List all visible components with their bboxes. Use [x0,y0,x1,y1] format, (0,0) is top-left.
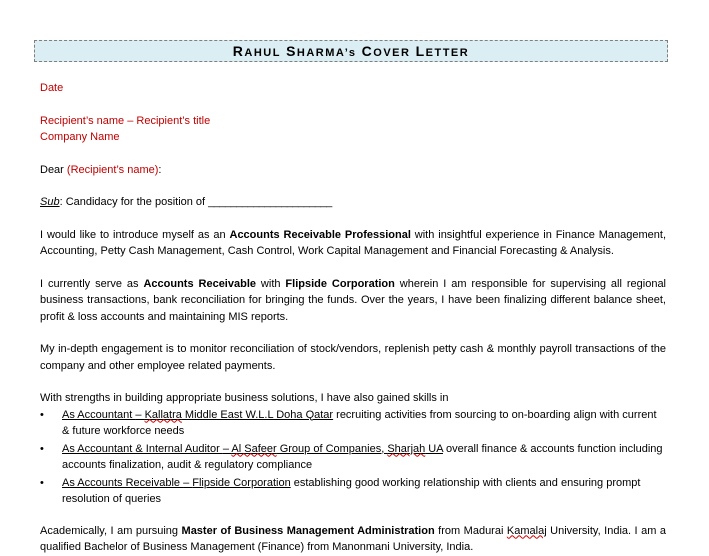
title-suffix: ’s [344,47,357,59]
title-word-cover: OVER [373,47,411,59]
subject-blank: ______________________ [208,196,332,208]
bullet-icon: • [40,476,44,489]
list-item: • As Accounts Receivable – Flipside Corporation establishing good working relationship with clients and ensuring prompt resolution of queries [40,476,641,505]
recipient-line: Recipient’s name – Recipient’s title [40,114,211,127]
title-initial-l: L [415,43,426,59]
title-first-name-rest: AHUL [244,47,281,59]
subject-line: Sub: Candidacy for the position of ______________________ [40,196,332,208]
title-word-letter: ETTER [425,47,470,59]
title-initial-s: S [286,43,297,59]
document-title [34,40,668,62]
bullet-icon: • [40,442,44,455]
company-name: Company Name [40,131,120,143]
title-last-name-rest: HARMA [296,47,345,59]
paragraph-academics: Academically, I am pursuing Master of Business Management Administration from Madurai Kamalaj University, India. I am a qualified Bachelor of Business Management (Finance) from Manonmani University, India. [40,524,666,553]
paragraph-strengths: With strengths in building appropriate business solutions, I have also gained skills in [40,392,449,404]
letter-body [40,80,666,556]
subject-label: Sub [40,196,60,208]
skills-list [40,407,666,508]
date-placeholder: Date [40,82,64,94]
list-item: • As Accountant & Internal Auditor – Al Safeer Group of Companies, Sharjah UA overall finance & accounts function including accounts finalization, audit & regulatory compliance [40,442,663,471]
salutation-name: (Recipient’s name) [66,163,159,176]
salutation: Dear (Recipient’s name): [40,163,162,176]
title-initial-c: C [361,43,374,59]
paragraph-engagement: My in-depth engagement is to monitor reconciliation of stock/vendors, replenish petty cash & monthly payroll transactions of the company and other employee related payments. [40,343,666,372]
bullet-icon: • [40,408,44,421]
title-initial-r: R [232,43,245,59]
paragraph-intro: I would like to introduce myself as an Accounts Receivable Professional with insightful experience in Finance Management, Accounting, Petty Cash Management, Cash Control, Work Capital Management and Financial Forecasting & Analysis. [40,228,666,257]
list-item: • As Accountant – Kallatra Middle East W.L.L Doha Qatar recruiting activities from sourcing to on-boarding align with current & future workforce needs [40,408,657,437]
paragraph-current-role: I currently serve as Accounts Receivable with Flipside Corporation wherein I am responsible for supervising all regional business transactions, bank reconciliation for bringing the funds. Over the years, I have been finalizing different balance sheet, profit & loss accounts and maintaining MIS reports. [40,277,667,323]
